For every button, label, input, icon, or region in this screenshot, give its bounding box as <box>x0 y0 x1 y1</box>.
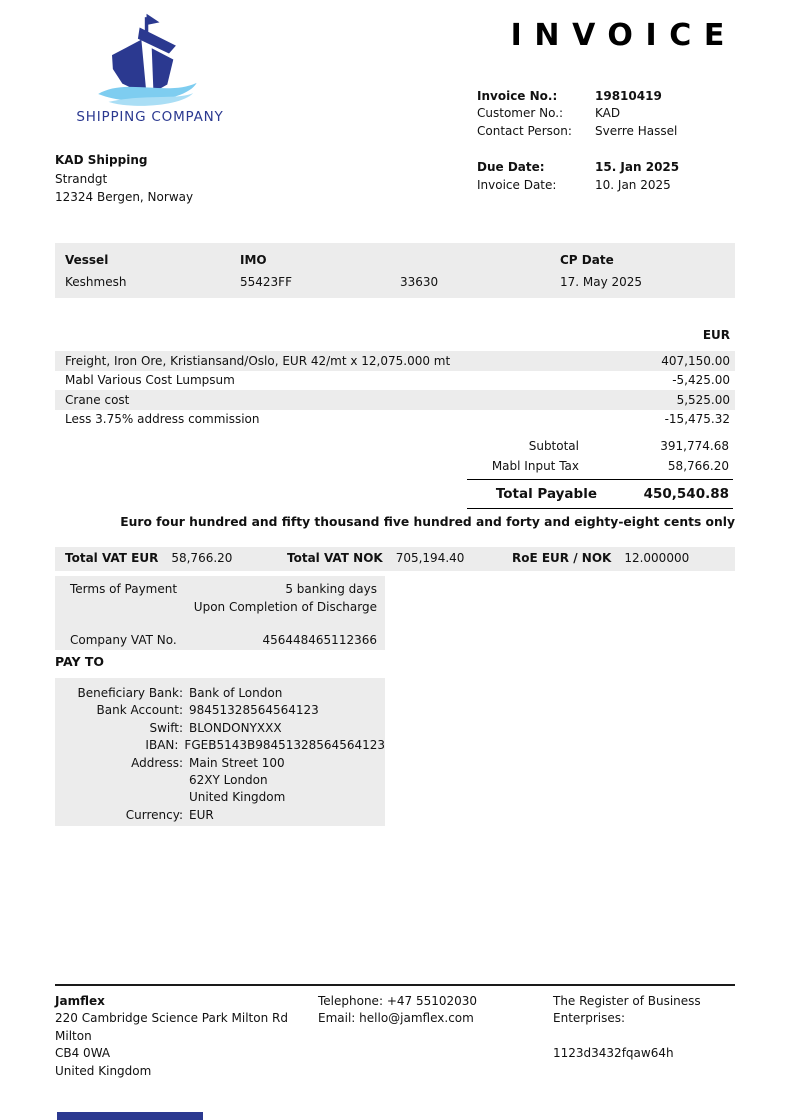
vat-nok-group <box>287 551 464 565</box>
charge-items-table <box>55 351 735 429</box>
company-vat-value: 456448465112366 <box>262 633 377 647</box>
list-item <box>55 737 385 754</box>
ship-icon <box>75 12 225 107</box>
footer-address-line: CB4 0WA <box>55 1046 111 1061</box>
roe-label: RoE EUR / NOK <box>512 551 612 565</box>
invoice-date-row <box>477 177 679 194</box>
currency-column-header: EUR <box>702 328 730 342</box>
invoice-number-label: Invoice No.: <box>477 89 558 103</box>
cp-date-header: CP Date <box>560 253 614 267</box>
list-item <box>55 685 385 702</box>
voyage-column <box>400 252 438 290</box>
total-payable-value: 450,540.88 <box>643 486 729 502</box>
contact-person-value: Sverre Hassel <box>595 123 678 138</box>
roe-value: 12.000000 <box>624 551 690 565</box>
amount-in-words: Euro four hundred and fifty thousand five hundred and forty and eighty-eight cents only <box>120 515 735 529</box>
footer-divider <box>55 984 735 986</box>
currency-value: EUR <box>189 807 214 822</box>
total-payable-row <box>467 479 733 509</box>
footer-register-label: The Register of Business Enterprises: <box>553 994 701 1026</box>
bank-account-value: 98451328564564123 <box>189 703 319 718</box>
customer-number-label: Customer No.: <box>477 106 564 121</box>
vessel-header: Vessel <box>65 253 109 267</box>
table-row <box>55 390 735 410</box>
invoice-meta <box>477 88 679 194</box>
terms-label: Terms of Payment <box>70 582 178 596</box>
terms-line1: 5 banking days <box>285 582 377 596</box>
address-label: Address: <box>131 755 183 770</box>
logo-company-text: SHIPPING COMPANY <box>76 109 224 125</box>
list-item <box>55 720 385 737</box>
vessel-column <box>65 252 126 290</box>
footer-email-value: hello@jamflex.com <box>359 1011 474 1026</box>
tax-row <box>467 456 733 476</box>
beneficiary-bank-value: Bank of London <box>189 686 283 700</box>
footer-email-label: Email: <box>318 1011 356 1026</box>
swift-label: Swift: <box>149 720 183 735</box>
charge-amount: -15,475.32 <box>664 412 730 427</box>
sender-city: 12324 Bergen, Norway <box>55 190 194 204</box>
totals-section <box>467 436 733 509</box>
due-date-value: 15. Jan 2025 <box>595 160 680 175</box>
list-item <box>55 789 385 806</box>
company-logo <box>75 12 225 125</box>
footer-address-line: 220 Cambridge Science Park Milton Rd <box>55 1011 288 1026</box>
table-row <box>55 371 735 391</box>
pay-to-box <box>55 678 385 826</box>
vessel-table <box>55 243 735 298</box>
imo-header: IMO <box>240 253 267 267</box>
imo-value: 55423FF <box>240 275 292 289</box>
bank-account-label: Bank Account: <box>96 703 183 718</box>
customer-number-value: KAD <box>595 106 621 121</box>
vat-nok-value: 705,194.40 <box>395 551 465 565</box>
due-date-row <box>477 159 679 176</box>
invoice-date-label: Invoice Date: <box>477 177 557 192</box>
table-row <box>55 410 735 430</box>
vat-eur-value: 58,766.20 <box>171 551 233 565</box>
footer-phone-row <box>318 993 538 1010</box>
charge-amount: 407,150.00 <box>661 353 730 368</box>
beneficiary-bank-label: Beneficiary Bank: <box>77 686 183 700</box>
contact-person-label: Contact Person: <box>477 123 572 138</box>
charge-description: Freight, Iron Ore, Kristiansand/Oslo, EUR 42/mt x 12,075.000 mt <box>65 353 451 368</box>
subtotal-row <box>467 436 733 456</box>
total-payable-label: Total Payable <box>495 486 597 502</box>
charge-description: Mabl Various Cost Lumpsum <box>65 373 235 388</box>
vat-nok-label: Total VAT NOK <box>287 551 383 565</box>
footer-register-value: 1123d3432fqaw64h <box>553 1045 674 1060</box>
address-value-line3: United Kingdom <box>189 790 286 805</box>
contact-person-row <box>477 123 679 140</box>
footer-contact <box>318 993 538 1028</box>
footer-email-row <box>318 1010 538 1027</box>
charge-description: Less 3.75% address commission <box>65 412 260 427</box>
vat-eur-label: Total VAT EUR <box>65 551 159 565</box>
customer-number-row <box>477 105 679 122</box>
page-title: INVOICE <box>510 18 737 53</box>
iban-value: FGEB5143B98451328564564123 <box>184 738 385 753</box>
footer-register <box>553 993 735 1062</box>
list-item <box>55 702 385 719</box>
subtotal-label: Subtotal <box>528 439 579 453</box>
table-row <box>55 351 735 371</box>
list-item <box>55 755 385 772</box>
invoice-date-value: 10. Jan 2025 <box>595 177 671 192</box>
footer-company-name: Jamflex <box>55 994 105 1008</box>
due-date-label: Due Date: <box>477 160 545 175</box>
payment-terms-box <box>55 576 385 650</box>
footer-address-line: Milton <box>55 1028 92 1043</box>
cp-date-value: 17. May 2025 <box>560 275 643 289</box>
footer-phone-value: +47 55102030 <box>386 994 478 1008</box>
invoice-number-value: 19810419 <box>595 89 662 103</box>
cp-date-column <box>560 252 642 290</box>
footer-address-line: United Kingdom <box>55 1063 152 1078</box>
vessel-value: Keshmesh <box>65 275 127 289</box>
subtotal-value: 391,774.68 <box>660 439 729 453</box>
iban-label: IBAN: <box>145 738 179 753</box>
vat-eur-group <box>65 551 232 565</box>
footer-phone-label: Telephone: <box>318 994 383 1008</box>
list-item <box>55 807 385 824</box>
pay-to-heading: PAY TO <box>55 654 105 669</box>
swift-value: BLONDONYXXX <box>189 720 282 735</box>
charge-amount: 5,525.00 <box>676 392 730 407</box>
voyage-value: 33630 <box>400 275 439 289</box>
currency-label: Currency: <box>125 807 183 822</box>
charge-description: Crane cost <box>65 392 130 407</box>
sender-address <box>55 151 193 207</box>
address-value-line2: 62XY London <box>189 773 268 788</box>
terms-row <box>70 581 377 599</box>
terms-line2: Upon Completion of Discharge <box>193 599 377 614</box>
list-item <box>55 772 385 789</box>
company-vat-row <box>70 632 377 650</box>
charge-amount: -5,425.00 <box>672 373 730 388</box>
company-vat-label: Company VAT No. <box>70 633 177 647</box>
page-footer-bar <box>57 1112 203 1120</box>
imo-column <box>240 252 292 290</box>
footer-company-address <box>55 993 295 1080</box>
tax-value: 58,766.20 <box>667 459 729 473</box>
vat-summary-band <box>55 547 735 571</box>
sender-street: Strandgt <box>55 171 108 186</box>
roe-group <box>512 551 689 565</box>
address-value-line1: Main Street 100 <box>189 755 285 770</box>
tax-label: Mabl Input Tax <box>491 459 579 473</box>
sender-name: KAD Shipping <box>55 153 148 167</box>
invoice-number-row <box>477 88 679 105</box>
